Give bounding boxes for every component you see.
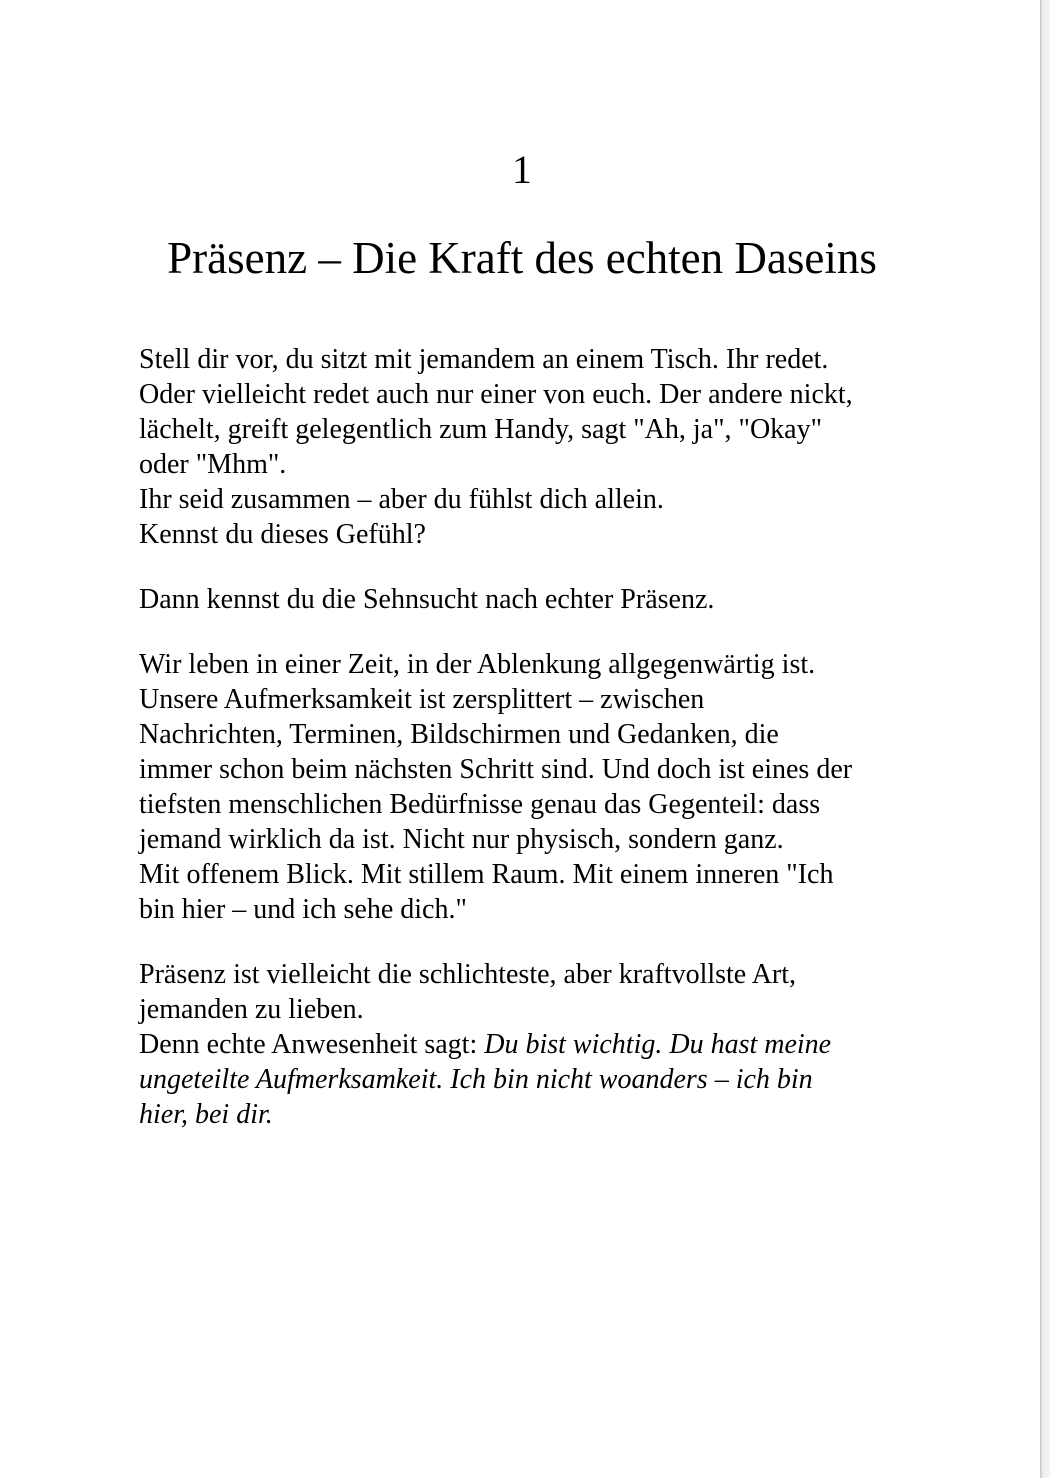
text-line: lächelt, greift gelegentlich zum Handy, sagt "Ah, ja", "Okay" <box>139 414 823 445</box>
text-line: Nachrichten, Terminen, Bildschirmen und Gedanken, die <box>139 719 779 750</box>
text-line: Kennst du dieses Gefühl? <box>139 519 426 550</box>
text-line: oder "Mhm". <box>139 449 287 480</box>
text-line: Mit offenem Blick. Mit stillem Raum. Mit einem inneren "Ich <box>139 859 834 890</box>
text-line: Präsenz ist vielleicht die schlichteste, aber kraftvollste Art, <box>139 959 797 990</box>
text-segment: Denn echte Anwesenheit sagt: <box>139 1029 485 1060</box>
chapter-title: Präsenz – Die Kraft des echten Daseins <box>167 233 877 283</box>
italic-text-line: hier, bei dir. <box>139 1099 273 1130</box>
paragraph-4 <box>139 957 929 1132</box>
chapter-body <box>139 342 929 1162</box>
chapter-number: 1 <box>512 147 532 192</box>
text-line: Dann kennst du die Sehnsucht nach echter Präsenz. <box>139 584 715 615</box>
text-line: Wir leben in einer Zeit, in der Ablenkung allgegenwärtig ist. <box>139 649 816 680</box>
text-line: jemand wirklich da ist. Nicht nur physisch, sondern ganz. <box>139 824 784 855</box>
text-line: Unsere Aufmerksamkeit ist zersplittert – zwischen <box>139 684 705 715</box>
italic-text-segment: Du bist wichtig. Du hast meine <box>484 1029 832 1060</box>
text-line: Ihr seid zusammen – aber du fühlst dich allein. <box>139 484 664 515</box>
page-edge-shadow <box>1040 0 1050 1478</box>
mixed-text-line <box>139 1027 929 1062</box>
paragraph-3 <box>139 647 929 927</box>
italic-text-line: ungeteilte Aufmerksamkeit. Ich bin nicht woanders – ich bin <box>139 1064 813 1095</box>
text-line: immer schon beim nächsten Schritt sind. Und doch ist eines der <box>139 754 853 785</box>
text-line: jemanden zu lieben. <box>139 994 364 1025</box>
paragraph-1 <box>139 342 929 552</box>
text-line: Stell dir vor, du sitzt mit jemandem an einem Tisch. Ihr redet. <box>139 344 829 375</box>
paragraph-2 <box>139 582 929 617</box>
text-line: bin hier – und ich sehe dich." <box>139 894 467 925</box>
text-line: tiefsten menschlichen Bedürfnisse genau das Gegenteil: dass <box>139 789 821 820</box>
text-line: Oder vielleicht redet auch nur einer von euch. Der andere nickt, <box>139 379 853 410</box>
